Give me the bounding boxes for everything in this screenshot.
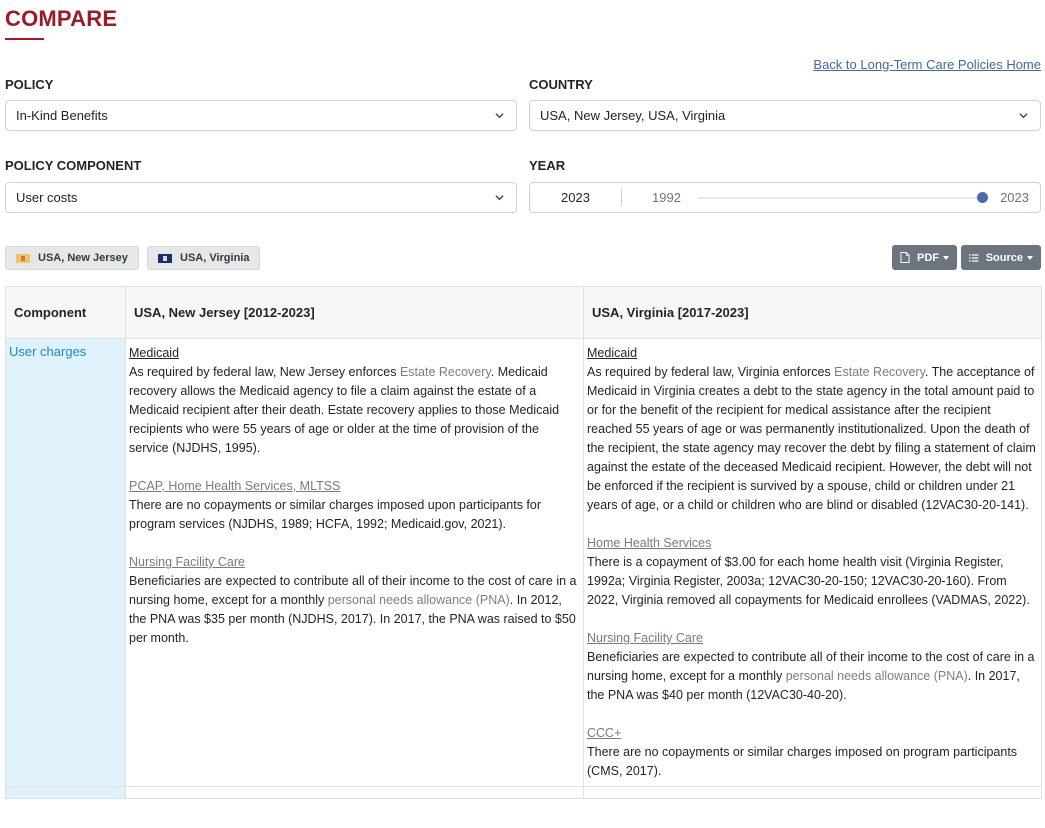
chevron-down-icon bbox=[1019, 111, 1028, 120]
section-title[interactable]: Nursing Facility Care bbox=[129, 555, 246, 569]
chevron-down-icon bbox=[495, 193, 504, 202]
year-min-label: 1992 bbox=[652, 190, 681, 205]
source-button-label: Source bbox=[985, 251, 1023, 264]
section-text: There are no copayments or similar charges imposed on program participants (CMS, 2017). bbox=[587, 745, 1018, 778]
new-jersey-flag-icon bbox=[16, 254, 30, 263]
section-text: As required by federal law, Virginia enforces bbox=[587, 365, 835, 379]
table-row bbox=[6, 787, 1042, 799]
back-to-home-link[interactable]: Back to Long-Term Care Policies Home bbox=[813, 57, 1041, 72]
estate-recovery-link[interactable]: Estate Recovery bbox=[834, 365, 925, 379]
section-title[interactable]: CCC+ bbox=[587, 726, 622, 740]
section-title[interactable]: Medicaid bbox=[129, 346, 180, 360]
chip-usa-new-jersey[interactable] bbox=[5, 246, 139, 270]
pdf-button[interactable] bbox=[892, 245, 957, 270]
file-pdf-icon bbox=[900, 251, 910, 264]
section-text: . The acceptance of Medicaid in Virginia creates a debt to the state agency in the total amount paid to or for the benefit of the recipient for medical assistance after the recipient reached 55 years of age or was permanently institutionalized. Upon the death of the recipient, the state agency may recover the debt by filing a statement of claim against the estate of the deceased Medicaid recipient. However, the debt will not be enforced if the recipient is survived by a spouse, child or children under 21 years of age, or a child or children who are blind or disabled (12VAC30-20-141). bbox=[587, 365, 1036, 512]
policy-component-select[interactable] bbox=[5, 182, 517, 213]
section-text: Beneficiaries are expected to contribute all of their income to the cost of care in a nursing home, except for a monthly bbox=[129, 574, 577, 607]
policy-select[interactable] bbox=[5, 100, 517, 131]
section-title[interactable]: Home Health Services bbox=[587, 536, 712, 550]
caret-down-icon bbox=[943, 256, 949, 260]
year-slider-track[interactable] bbox=[698, 197, 982, 199]
header-virginia: USA, Virginia [2017-2023] bbox=[584, 287, 1042, 339]
table-header-row bbox=[6, 287, 1042, 339]
policy-select-value: In-Kind Benefits bbox=[16, 108, 108, 123]
va-section-ccc bbox=[587, 724, 1038, 781]
country-label: COUNTRY bbox=[529, 77, 593, 92]
cell-empty bbox=[584, 787, 1042, 799]
policy-component-label: POLICY COMPONENT bbox=[5, 158, 142, 173]
cell-empty bbox=[126, 787, 584, 799]
policy-component-value: User costs bbox=[16, 190, 78, 205]
pdf-button-label: PDF bbox=[917, 251, 939, 264]
section-text: . Medicaid recovery allows the Medicaid agency to file a claim against the estate of a Medicaid recipient after their death. Estate recovery applies to those Medicaid recipients who were 55 years of age or older at the time of provision of the service (NJDHS, 1995). bbox=[129, 365, 560, 455]
row-label-user-charges[interactable]: User charges bbox=[6, 339, 126, 787]
va-section-medicaid bbox=[587, 344, 1038, 515]
section-text: There is a copayment of $3.00 for each home health visit (Virginia Register, 1992a; Virginia Register, 2003a; 12VAC30-20-150; 12VAC30-20-160). From 2022, Virginia removed all copayments for Medicaid enrollees (VADMAS, 2022). bbox=[587, 555, 1030, 607]
pna-link[interactable]: personal needs allowance (PNA) bbox=[785, 669, 968, 683]
year-current-input[interactable]: 2023 bbox=[561, 190, 590, 205]
country-select-value: USA, New Jersey, USA, Virginia bbox=[540, 108, 726, 123]
chip-usa-virginia[interactable] bbox=[147, 246, 260, 270]
section-text: Beneficiaries are expected to contribute all of their income to the cost of care in a nursing home, except for a monthly bbox=[587, 650, 1035, 683]
section-text: As required by federal law, New Jersey enforces bbox=[129, 365, 400, 379]
header-new-jersey: USA, New Jersey [2012-2023] bbox=[126, 287, 584, 339]
cell-virginia bbox=[584, 339, 1042, 787]
va-section-nursing bbox=[587, 629, 1038, 705]
year-selector bbox=[529, 182, 1041, 213]
source-button[interactable] bbox=[961, 245, 1041, 270]
list-icon bbox=[969, 253, 979, 263]
nj-section-medicaid bbox=[129, 344, 580, 458]
year-max-label: 2023 bbox=[1000, 190, 1029, 205]
year-slider-handle[interactable] bbox=[977, 192, 988, 203]
year-divider bbox=[621, 188, 622, 207]
pna-link[interactable]: personal needs allowance (PNA) bbox=[327, 593, 510, 607]
section-title[interactable]: Medicaid bbox=[587, 346, 638, 360]
caret-down-icon bbox=[1027, 256, 1033, 260]
va-section-home-health bbox=[587, 534, 1038, 610]
header-component: Component bbox=[6, 287, 126, 339]
section-title[interactable]: PCAP, Home Health Services, MLTSS bbox=[129, 479, 341, 493]
year-label: YEAR bbox=[529, 158, 566, 173]
nj-section-nursing bbox=[129, 553, 580, 648]
row-label-empty bbox=[6, 787, 126, 799]
country-select[interactable] bbox=[529, 100, 1041, 131]
chevron-down-icon bbox=[495, 111, 504, 120]
policy-label: POLICY bbox=[5, 77, 54, 92]
nj-section-pcap bbox=[129, 477, 580, 534]
table-row bbox=[6, 339, 1042, 787]
section-title[interactable]: Nursing Facility Care bbox=[587, 631, 704, 645]
cell-new-jersey bbox=[126, 339, 584, 787]
virginia-flag-icon bbox=[158, 254, 172, 263]
title-underline bbox=[5, 38, 44, 40]
section-text: . In 2017, the PNA was $40 per month (12VAC30-40-20). bbox=[587, 669, 1020, 702]
section-text: There are no copayments or similar charges imposed upon participants for program services (NJDHS, 1989; HCFA, 1992; Medicaid.gov, 2021). bbox=[129, 498, 542, 531]
chip-label: USA, Virginia bbox=[180, 252, 250, 264]
section-text: . In 2012, the PNA was $35 per month (NJDHS, 2017). In 2017, the PNA was raised to $50 per month. bbox=[129, 593, 576, 645]
estate-recovery-link[interactable]: Estate Recovery bbox=[399, 365, 491, 379]
comparison-table bbox=[5, 286, 1042, 799]
chip-label: USA, New Jersey bbox=[38, 252, 128, 264]
page-title: COMPARE bbox=[5, 6, 118, 31]
